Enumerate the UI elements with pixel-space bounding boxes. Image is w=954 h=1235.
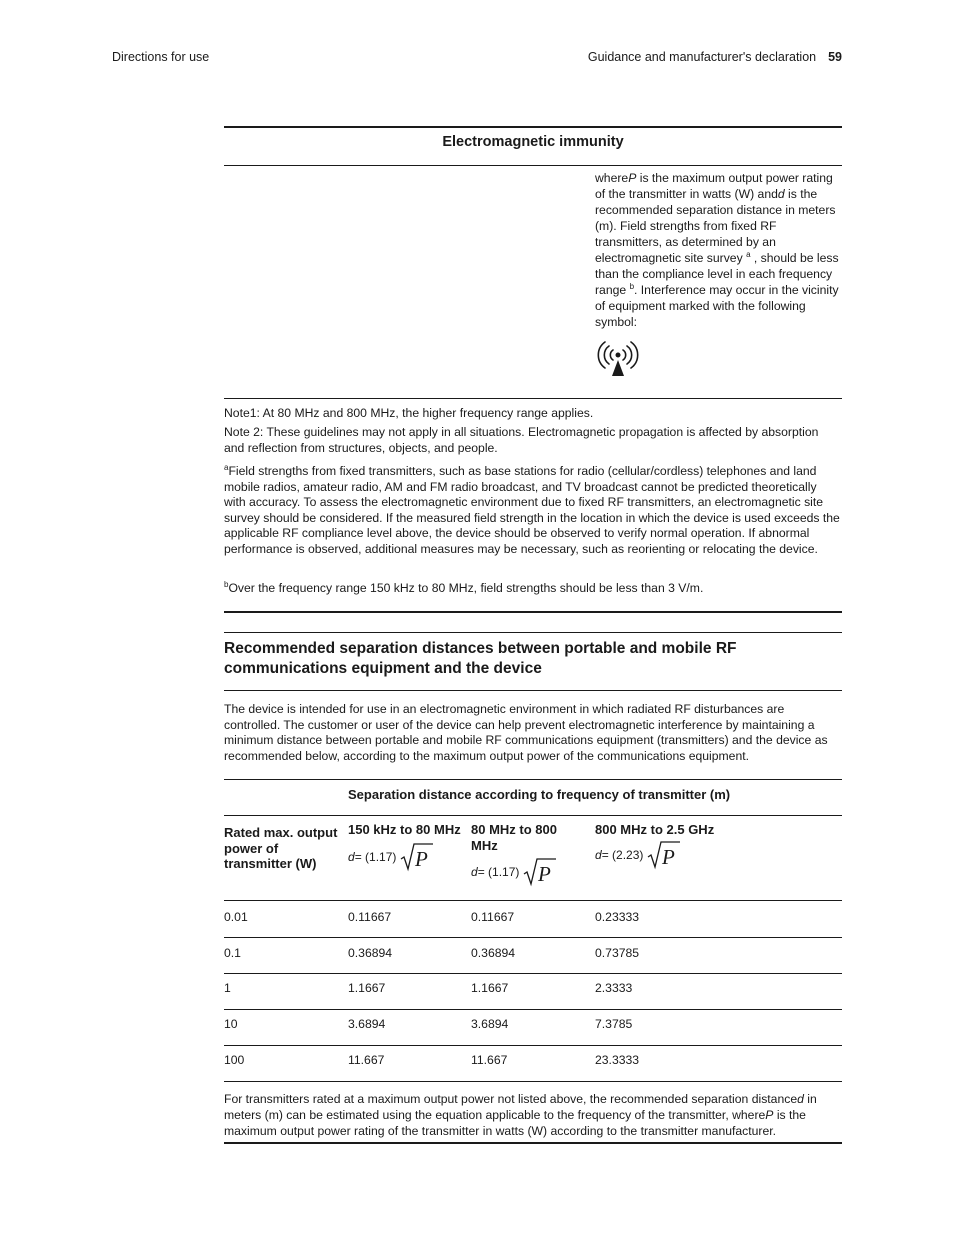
immunity-table-title: Electromagnetic immunity — [442, 134, 624, 150]
cell-power: 10 — [224, 1017, 238, 1031]
cell-dist-80m: 11.667 — [471, 1053, 508, 1067]
row-divider — [224, 1009, 842, 1010]
table-bottom-rule — [224, 398, 842, 399]
cell-dist-150k: 0.36894 — [348, 946, 393, 960]
cell-power: 0.1 — [224, 946, 241, 960]
cell-dist-150k: 11.667 — [348, 1053, 385, 1067]
formula-var-d: d — [595, 847, 602, 862]
square-root-sign-icon — [523, 857, 557, 887]
var-d: d — [797, 1092, 804, 1106]
formula-coefficient: = (1.17) — [354, 849, 397, 864]
cell-dist-150k: 3.6894 — [348, 1017, 386, 1031]
sep-table-body-rule — [224, 900, 842, 901]
text-run: For transmitters rated at a maximum output power not listed above, the recommended separation distance — [224, 1092, 798, 1106]
cell-dist-800m: 2.3333 — [595, 981, 633, 995]
cell-dist-800m: 23.3333 — [595, 1053, 640, 1067]
cell-dist-800m: 0.23333 — [595, 910, 640, 924]
formula-2 — [471, 857, 586, 887]
formula-3 — [595, 840, 795, 870]
running-header-section: Guidance and manufacturer's declaration — [587, 50, 817, 64]
text-run: in meters (m) can be estimated using the equation applicable to the frequency of the transmitter, where — [224, 1092, 817, 1122]
separation-intro: The device is intended for use in an electromagnetic environment in which radiated RF disturbances are controlled. The customer or user of the device can help prevent electromagnetic interference by maintaining a minimum distance between portable and mobile RF communications equipment (transmitters) and the device as recommended below, according to the maximum output power of the communications equipment. — [224, 702, 828, 763]
var-p: P — [628, 171, 637, 185]
formula-1 — [348, 842, 463, 872]
running-header-right — [588, 50, 842, 64]
cell-power: 0.01 — [224, 910, 248, 924]
cell-dist-80m: 0.11667 — [471, 910, 515, 924]
cell-power: 1 — [224, 981, 231, 995]
sqrt-var-p: P — [538, 862, 552, 886]
table-header-rule — [224, 165, 842, 166]
footnote-text: Field strengths from fixed transmitters, such as base stations for radio (cellular/cordless) telephones and land mobile radios, amateur radio, AM and FM radio broadcast, and TV broadcast cannot be predicted theoretically with accuracy. To assess the electromagnetic environment due to fixed RF transmitters, an electromagnetic site survey should be considered. If the measured field strength in the location in which the device is used exceeds the applicable RF compliance level above, the device should be observed to verify normal operation. If abnormal performance is observed, additional measures may be necessary, such as reorienting or relocating the device. — [224, 464, 840, 556]
separation-group-header: Separation distance according to frequency of transmitter (m) — [348, 787, 731, 802]
sep-table-header-rule — [224, 815, 842, 816]
note-2: Note 2: These guidelines may not apply in all situations. Electromagnetic propagation is affected by absorption and reflection from structures, objects, and people. — [224, 425, 819, 455]
non-ionizing-radiation-icon — [596, 338, 640, 378]
formula-coefficient: = (1.17) — [477, 865, 520, 879]
footnote-ref-b: b — [629, 281, 635, 291]
footnote-ref-a: a — [746, 249, 751, 259]
text-run: is the recommended separation distance in meters (m). Field strengths from fixed RF transmitters, as determined by an electromagnetic site survey — [595, 187, 836, 265]
row-divider — [224, 1081, 842, 1082]
square-root-sign-icon — [647, 840, 681, 870]
column-header-1 — [348, 822, 463, 872]
column-label: 80 MHz to 800 MHz — [471, 822, 557, 853]
footnote-a — [224, 464, 840, 557]
cell-dist-80m: 3.6894 — [471, 1017, 509, 1031]
cell-dist-800m: 7.3785 — [595, 1017, 633, 1031]
cell-dist-80m: 1.1667 — [471, 981, 509, 995]
section-title-rule-top — [224, 632, 842, 633]
cell-dist-150k: 1.1667 — [348, 981, 386, 995]
sep-table-bottom-rule — [224, 1142, 842, 1144]
footnote-text: Over the frequency range 150 kHz to 80 MHz, field strengths should be less than 3 V/m. — [228, 581, 704, 595]
section-end-rule — [224, 611, 842, 613]
footnote-marker: b — [224, 579, 229, 589]
column-header-3 — [595, 822, 795, 870]
column-header-2 — [471, 822, 586, 887]
separation-footer-note — [224, 1091, 840, 1139]
sqrt-var-p: P — [662, 844, 676, 869]
formula-var-d: d — [348, 849, 355, 864]
text-run: is the maximum output power rating of the transmitter in watts (W) according to the transmitter manufacturer. — [224, 1108, 806, 1138]
footnote-b — [224, 581, 840, 597]
row-header-power: Rated max. output power of transmitter (W) — [224, 825, 338, 871]
note-1: Note1: At 80 MHz and 800 MHz, the higher frequency range applies. — [224, 406, 594, 420]
cell-dist-150k: 0.11667 — [348, 910, 392, 924]
text-run: where — [595, 171, 629, 185]
text-run: , should be less than the compliance level in each frequency range — [595, 251, 839, 297]
formula-coefficient: = (2.23) — [601, 847, 644, 862]
page-number: 59 — [828, 50, 842, 64]
row-divider — [224, 973, 842, 974]
formula-var-d: d — [471, 865, 478, 879]
immunity-description — [595, 170, 840, 330]
footnote-marker: a — [224, 462, 229, 472]
text-run: is the maximum output power rating of the transmitter in watts (W) and — [595, 171, 833, 201]
column-label: 800 MHz to 2.5 GHz — [595, 822, 715, 837]
text-run: . Interference may occur in the vicinity of equipment marked with the following symbol: — [595, 283, 839, 329]
sep-table-top-rule — [224, 779, 842, 780]
row-divider — [224, 1045, 842, 1046]
sqrt-var-p: P — [415, 846, 429, 871]
square-root-sign-icon — [400, 842, 434, 872]
var-d: d — [777, 187, 785, 201]
running-header-left: Directions for use — [112, 50, 210, 64]
cell-power: 100 — [224, 1053, 245, 1067]
section-title-rule-bottom — [224, 690, 842, 691]
var-p: P — [765, 1108, 774, 1122]
table-top-rule — [224, 126, 842, 128]
cell-dist-800m: 0.73785 — [595, 946, 640, 960]
row-divider — [224, 937, 842, 938]
cell-dist-80m: 0.36894 — [471, 946, 516, 960]
separation-title: Recommended separation distances between portable and mobile RF communications equipment and the device — [224, 640, 737, 677]
column-label: 150 kHz to 80 MHz — [348, 822, 461, 837]
